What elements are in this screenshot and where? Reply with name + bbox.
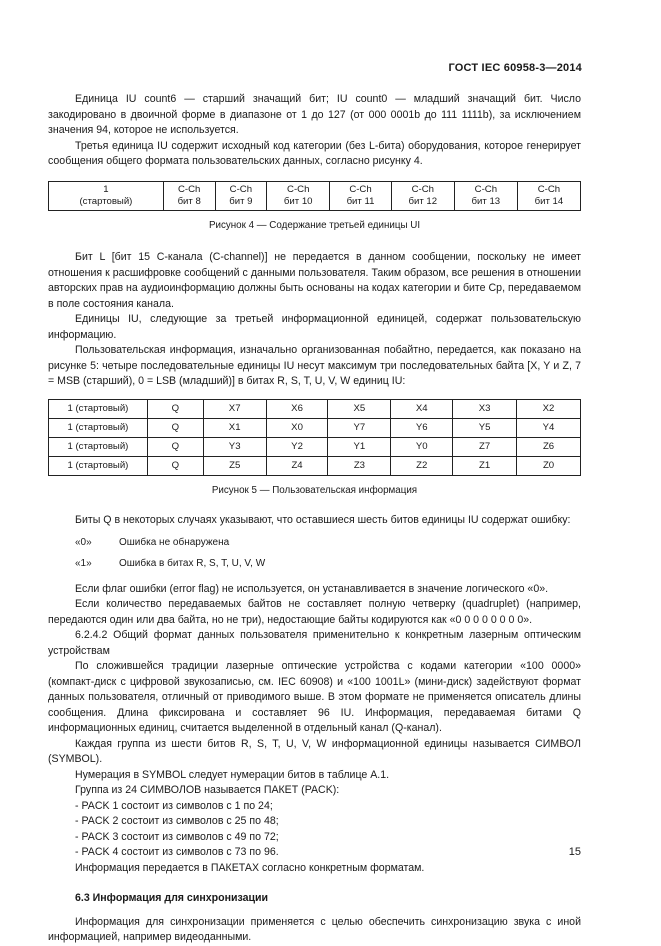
figure5-cell: X3 xyxy=(453,399,517,418)
figure4-cell: C-Ch бит 8 xyxy=(163,181,215,210)
figure5-cell: Q xyxy=(147,437,203,456)
figure4-cell: C-Ch бит 11 xyxy=(330,181,392,210)
paragraph-quadruplet: Если количество передаваемых байтов не составляет полную четверку (quadruplet) (например, передаются один или два байта, но не три), недостающие байты кодируются как «0 0 0 0 0 0 0 0». xyxy=(48,598,581,626)
figure4-cell: C-Ch бит 14 xyxy=(517,181,580,210)
figure5-cell: Y1 xyxy=(328,437,391,456)
standard-header: ГОСТ IEC 60958-3—2014 xyxy=(448,62,582,74)
paragraph-q-bits: Биты Q в некоторых случаях указывают, что оставшиеся шесть битов единицы IU содержат ошибку: xyxy=(75,514,571,526)
figure4-cell: C-Ch бит 12 xyxy=(391,181,454,210)
figure4-cell: C-Ch бит 10 xyxy=(267,181,330,210)
paragraph-bit-l: Бит L [бит 15 C-канала (C-channel)] не передается в данном сообщении, поскольку не имеет отношения к расшифровке сообщений с данными пользователя. Таким образом, все решения в отношении авторских прав на аудиоинформацию должны быть основаны на кодах категории и бите Cp, передаваемом в поле состояния канала. xyxy=(48,251,581,310)
paragraph-error-flag: Если флаг ошибки (error flag) не используется, он устанавливается в значение логического «0». xyxy=(75,582,549,595)
paragraph-iu-count: Единица IU count6 — старший значащий бит; IU count0 — младший значащий бит. Число закодировано в двоичной форме в диапазоне от 1 до 127 (от 000 0001b до 111 1111b), за исключением значения 94, которое не используется. xyxy=(48,93,581,136)
figure5-cell: X6 xyxy=(266,399,328,418)
page-number: 15 xyxy=(568,846,581,858)
figure4-cell: 1 (стартовый) xyxy=(49,181,164,210)
figure5-cell: Z1 xyxy=(453,456,517,475)
figure4-caption: Рисунок 4 — Содержание третьей единицы UI xyxy=(208,219,421,231)
paragraph-laser-devices: По сложившейся традиции лазерные оптические устройства с кодами категории «100 0000» (компакт-диск с цифровой звукозаписью, см. IEC 60908) и «100 1001L» (мини-диск) задействуют формат данных пользователя, отличный от приводимого выше. В этом формате не применяется описатель длины сообщения. Длина фиксирована и составляет 96 IU. Информация, передаваемая битами Q информационных единиц, считается выделенной в отдельный канал (Q-канал). xyxy=(48,660,581,734)
figure5-cell: Q xyxy=(147,399,203,418)
section-heading: 6.3 Информация для синхронизации xyxy=(75,892,269,904)
figure5-cell: Y5 xyxy=(453,418,517,437)
figure5-cell: Z2 xyxy=(391,456,453,475)
table-row xyxy=(49,399,581,418)
figure5-cell: Y7 xyxy=(328,418,391,437)
table-row xyxy=(49,456,581,475)
pack-list-item: - PACK 1 состоит из символов с 1 по 24; xyxy=(75,799,273,812)
figure4-cell: C-Ch бит 9 xyxy=(215,181,267,210)
error-code: «1» xyxy=(75,558,92,569)
figure5-cell: 1 (стартовый) xyxy=(49,399,148,418)
figure5-cell: X1 xyxy=(203,418,266,437)
page-body xyxy=(48,92,581,946)
figure5-cell: Z6 xyxy=(517,437,581,456)
figure5-cell: Y0 xyxy=(391,437,453,456)
figure5-cell: Z0 xyxy=(517,456,581,475)
figure5-cell: X2 xyxy=(517,399,581,418)
paragraph-symbol-numbering: Нумерация в SYMBOL следует нумерации битов в таблице А.1. xyxy=(75,768,390,781)
figure5-cell: X5 xyxy=(328,399,391,418)
paragraph-sync-info: Информация для синхронизации применяется с целью обеспечить синхронизацию звука с иной информацией, например видеоданными. xyxy=(48,915,581,943)
error-description: Ошибка в битах R, S, T, U, V, W xyxy=(119,558,266,569)
paragraph-user-info: Пользовательская информация, изначально организованная побайтно, передается, как показано на рисунке 5: четыре последовательные единицы IU несут максимум три последовательных байта [X, Y и Z, 7 = MSB (старший), 0 = LSB (младший)] в битах R, S, T, U, V, W единиц IU: xyxy=(48,344,581,387)
paragraph-packs-format: Информация передается в ПАКЕТАХ согласно конкретным форматам. xyxy=(75,861,425,874)
error-code-row xyxy=(48,535,581,551)
figure5-caption: Рисунок 5 — Пользовательская информация xyxy=(211,484,418,496)
figure5-cell: Z5 xyxy=(203,456,266,475)
error-description: Ошибка не обнаружена xyxy=(119,536,230,548)
figure5-cell: Y6 xyxy=(391,418,453,437)
pack-list-item: - PACK 4 состоит из символов с 73 по 96. xyxy=(75,846,279,858)
paragraph-clause-6-2-4-2: 6.2.4.2 Общий формат данных пользователя применительно к конкретным лазерным оптическим устройствам xyxy=(48,629,581,657)
figure5-cell: 1 (стартовый) xyxy=(49,437,148,456)
figure4-cell: C-Ch бит 13 xyxy=(454,181,517,210)
table-row xyxy=(49,418,581,437)
error-code: «0» xyxy=(75,536,92,548)
figure5-cell: Q xyxy=(147,418,203,437)
figure5-table xyxy=(48,399,581,476)
figure4-table xyxy=(48,181,581,211)
figure5-cell: Z4 xyxy=(266,456,328,475)
figure5-cell: 1 (стартовый) xyxy=(49,418,148,437)
figure5-cell: Y2 xyxy=(266,437,328,456)
figure5-cell: Q xyxy=(147,456,203,475)
paragraph-third-iu: Третья единица IU содержит исходный код категории (без L-бита) оборудования, которое генерирует сообщения общего формата пользовательских данных, согласно рисунку 4. xyxy=(48,139,581,167)
paragraph-units-following: Единицы IU, следующие за третьей информационной единицей, содержат пользовательскую информацию. xyxy=(48,313,581,341)
pack-list-item: - PACK 3 состоит из символов с 49 по 72; xyxy=(75,830,279,843)
figure5-cell: X7 xyxy=(203,399,266,418)
paragraph-symbol: Каждая группа из шести битов R, S, T, U, V, W информационной единицы называется СИМВОЛ (SYMBOL). xyxy=(48,737,581,765)
pack-list-item: - PACK 2 состоит из символов с 25 по 48; xyxy=(75,815,279,827)
table-row xyxy=(49,437,581,456)
figure5-cell: 1 (стартовый) xyxy=(49,456,148,475)
figure5-cell: X0 xyxy=(266,418,328,437)
error-code-row xyxy=(48,556,581,572)
figure5-cell: X4 xyxy=(391,399,453,418)
paragraph-pack: Группа из 24 СИМВОЛОВ называется ПАКЕТ (PACK): xyxy=(75,784,340,796)
figure5-cell: Y3 xyxy=(203,437,266,456)
figure5-cell: Z7 xyxy=(453,437,517,456)
figure5-cell: Y4 xyxy=(517,418,581,437)
figure5-cell: Z3 xyxy=(328,456,391,475)
